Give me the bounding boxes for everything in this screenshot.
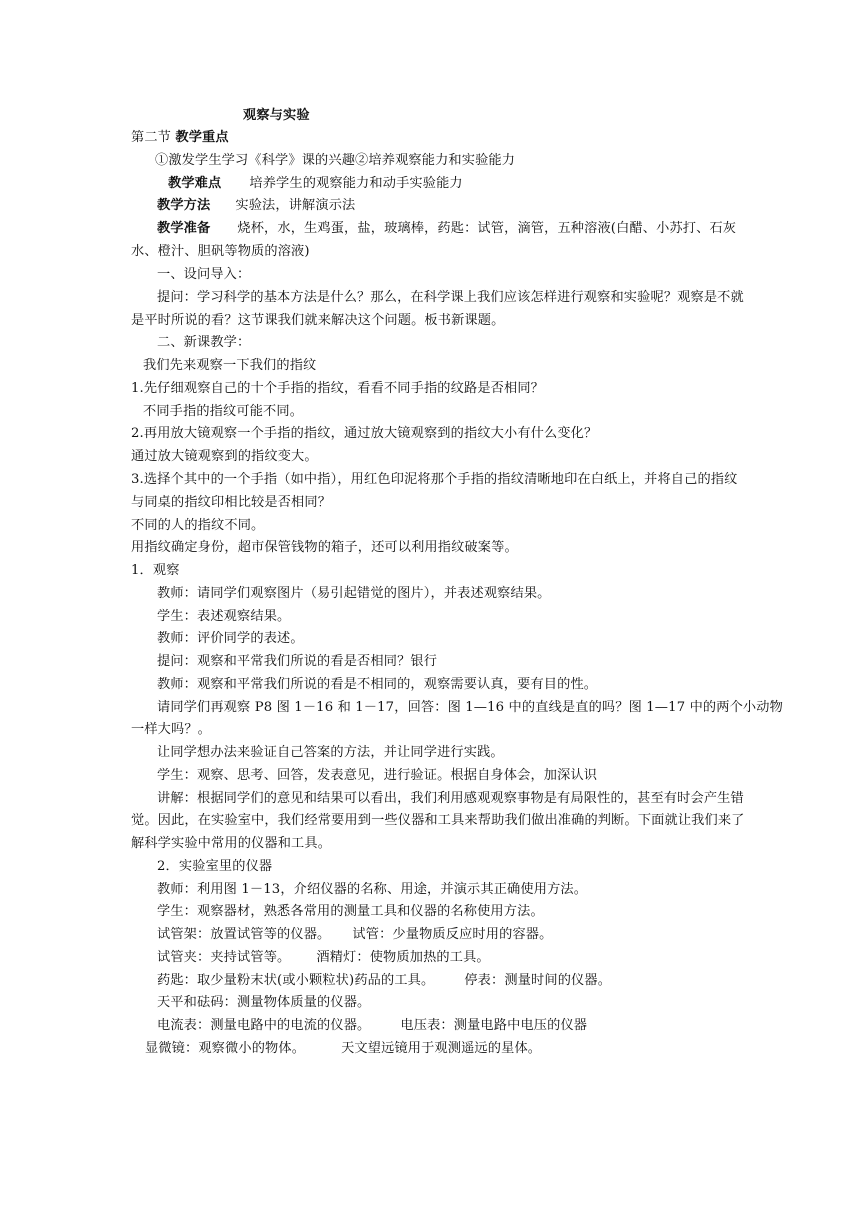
part2-intro: 我们先来观察一下我们的指纹 <box>143 358 317 373</box>
observe-line-7: 让同学想办法来验证自己答案的方法，并让同学进行实践。 <box>157 745 504 760</box>
lab-clamp-lamp-line <box>157 949 490 967</box>
ammeter-text: 电流表：测量电路中的电流的仪器。 <box>157 1018 371 1033</box>
part2-q2: 2.再用放大镜观察一个手指的指纹，通过放大镜观察到的指纹大小有什么变化？ <box>131 426 598 441</box>
part2-use: 用指纹确定身份，超市保管钱物的箱子，还可以利用指纹破案等。 <box>131 540 518 555</box>
part2-a3: 不同的人的指纹不同。 <box>131 518 265 533</box>
preparation-line <box>157 220 736 238</box>
document-title: 观察与实验 <box>243 108 310 123</box>
telescope-text: 天文望远镜用于观测遥远的星体。 <box>341 1041 542 1056</box>
lab-line-2: 学生：观察器材，熟悉各常用的测量工具和仪器的名称使用方法。 <box>157 904 544 919</box>
observe-line-5: 教师：观察和平常我们所说的看是不相同的，观察需要认真，要有目的性。 <box>157 677 598 692</box>
preparation-text-1: 烧杯，水，生鸡蛋，盐，玻璃棒，药匙：试管，滴管，五种溶液(白醋、小苏打、石灰 <box>237 221 737 236</box>
observe-line-9c: 解科学实验中常用的仪器和工具。 <box>131 836 332 851</box>
medicine-spoon-text: 药匙：取少量粉末状(或小颗粒状)药品的工具。 <box>157 973 435 988</box>
lab-heading: 2．实验室里的仪器 <box>157 859 273 874</box>
section-label: 第二节 <box>131 130 172 145</box>
difficulty-line <box>168 175 463 193</box>
test-tube-text: 试管：少量物质反应时用的容器。 <box>352 927 553 942</box>
part2-q3-1: 3.选择个其中的一个手指（如中指），用红色印泥将那个手指的指纹清晰地印在白纸上，并将自己的指纹 <box>131 472 738 487</box>
test-tube-rack-text: 试管架：放置试管等的仪器。 <box>157 927 331 942</box>
key-points-text: ①激发学生学习《科学》课的兴趣②培养观察能力和实验能力 <box>155 153 516 168</box>
microscope-text: 显微镜：观察微小的物体。 <box>145 1041 306 1056</box>
observe-line-3: 教师：评价同学的表述。 <box>157 631 304 646</box>
key-points-line <box>131 129 229 147</box>
lab-scopes-line <box>145 1040 541 1058</box>
part1-question-2: 是平时所说的看？这节课我们就来解决这个问题。板书新课题。 <box>131 313 505 328</box>
observe-line-8: 学生：观察、思考、回答，发表意见，进行验证。根据自身体会，加深认识 <box>157 768 598 783</box>
preparation-text-2: 水、橙汁、胆矾等物质的溶液) <box>131 244 310 259</box>
lab-meters-line <box>157 1017 587 1035</box>
method-line <box>157 197 355 215</box>
observe-heading: 1．观察 <box>131 563 180 578</box>
key-points-heading: 教学重点 <box>175 130 229 145</box>
voltmeter-text: 电压表：测量电路中电压的仪器 <box>400 1018 588 1033</box>
difficulty-text: 培养学生的观察能力和动手实验能力 <box>249 176 463 191</box>
observe-line-2: 学生：表述观察结果。 <box>157 609 291 624</box>
part2-heading: 二、新课教学： <box>157 335 251 350</box>
observe-line-6b: 一样大吗？。 <box>131 722 212 737</box>
observe-line-4: 提问：观察和平常我们所说的看是否相同？银行 <box>157 654 438 669</box>
method-heading: 教学方法 <box>157 198 211 213</box>
observe-line-6a: 请同学们再观察 P8 图 1－16 和 1－17，回答：图 1—16 中的直线是直的吗？图 1—17 中的两个小动物 <box>157 700 783 715</box>
method-text: 实验法，讲解演示法 <box>235 198 356 213</box>
lab-spoon-watch-line <box>157 972 611 990</box>
part2-a1: 不同手指的指纹可能不同。 <box>143 404 304 419</box>
part2-a2: 通过放大镜观察到的指纹变大。 <box>131 449 318 464</box>
difficulty-heading: 教学难点 <box>168 176 222 191</box>
lab-balance-text: 天平和砝码：测量物体质量的仪器。 <box>157 995 371 1010</box>
observe-line-9b: 觉。因此，在实验室中，我们经常要用到一些仪器和工具来帮助我们做出准确的判断。下面就让我们来了 <box>131 813 745 828</box>
alcohol-lamp-text: 酒精灯：使物质加热的工具。 <box>316 950 490 965</box>
part1-heading: 一、设问导入： <box>157 267 251 282</box>
preparation-heading: 教学准备 <box>157 221 211 236</box>
part1-question-1: 提问：学习科学的基本方法是什么？那么，在科学课上我们应该怎样进行观察和实验呢？观察是不就 <box>157 290 744 305</box>
stopwatch-text: 停表：测量时间的仪器。 <box>464 973 612 988</box>
observe-line-9a: 讲解：根据同学们的意见和结果可以看出，我们利用感观观察事物是有局限性的，甚至有时会产生错 <box>157 791 744 806</box>
lab-rack-tube-line <box>157 926 552 944</box>
lab-line-1: 教师：利用图 1－13，介绍仪器的名称、用途，并演示其正确使用方法。 <box>157 882 588 897</box>
part2-q1: 1.先仔细观察自己的十个手指的指纹，看看不同手指的纹路是否相同？ <box>131 381 545 396</box>
observe-line-1: 教师：请同学们观察图片（易引起错觉的图片），并表述观察结果。 <box>157 586 551 601</box>
part2-q3-2: 与同桌的指纹印相比较是否相同？ <box>131 495 332 510</box>
test-tube-clamp-text: 试管夹：夹持试管等。 <box>157 950 291 965</box>
